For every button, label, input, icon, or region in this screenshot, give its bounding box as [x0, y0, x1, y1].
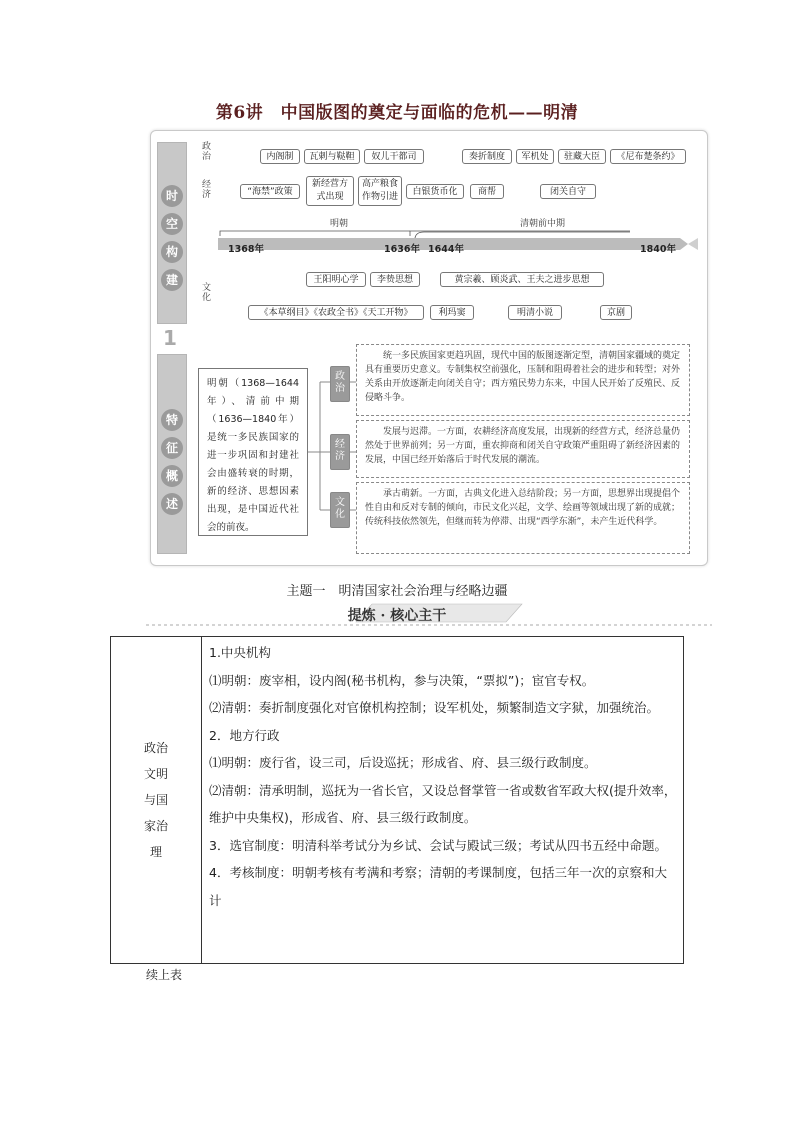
culture-box: 京剧 — [600, 305, 632, 320]
economy-box: 高产粮食作物引进 — [358, 176, 402, 206]
band-title: 提炼 · 核心主干 — [347, 608, 447, 624]
row-label-economy: 经济 — [202, 180, 212, 200]
economy-box: “海禁”政策 — [240, 184, 300, 199]
strip-char: 概 — [161, 465, 183, 487]
culture-box: 利玛窦 — [430, 305, 474, 320]
politics-box: 奴儿干都司 — [364, 149, 424, 164]
table-line: 3．选官制度：明清科举考试分为乡试、会试与殿试三级；考试从四书五经中命题。 — [209, 837, 667, 853]
table-row-header — [111, 637, 202, 963]
strip-timespace — [157, 142, 187, 324]
table-header-line: 政治 — [143, 741, 168, 755]
feature-text-economy: 发展与迟滞。一方面，农耕经济高度发展，出现新的经营方式，经济总量仍然处于世界前列；另一方面，重农抑商和闭关自守政策严重阻碍了新经济因素的发展，中国已经开始落后于时代发展的潮流。 — [356, 420, 690, 478]
strip-char: 征 — [161, 437, 183, 459]
politics-box: 《尼布楚条约》 — [610, 149, 686, 164]
timeline-year: 1636年 — [384, 244, 420, 255]
row-label-politics: 政治 — [202, 142, 212, 162]
timeline-ming-label: 明朝 — [330, 219, 349, 229]
table-line: ⑴明朝：废行省，设三司，后设巡抚；形成省、府、县三级行政制度。 — [209, 755, 597, 770]
table-header-line: 家治 — [143, 819, 168, 833]
culture-box: 王阳明心学 — [306, 272, 366, 287]
content-table — [110, 636, 684, 964]
economy-box: 白银货币化 — [406, 184, 464, 199]
table-line: ⑵清朝：奏折制度强化对官僚机构控制；设军机处，频繁制造文字狱，加强统治。 — [209, 700, 660, 715]
politics-box: 瓦剌与鞑靼 — [304, 149, 360, 164]
table-header-line: 理 — [149, 845, 162, 859]
strip-char: 建 — [161, 269, 183, 291]
strip-char: 时 — [161, 185, 183, 207]
table-content — [203, 637, 683, 914]
row-label-culture: 文化 — [202, 283, 212, 303]
economy-box: 商帮 — [470, 184, 504, 199]
culture-box: 明清小说 — [508, 305, 562, 320]
strip-char: 构 — [161, 241, 183, 263]
feature-text-culture: 承古萌新。一方面，古典文化进入总结阶段；另一方面，思想界出现提倡个性自由和反对专制的倾向，市民文化兴起，文学、绘画等领域出现了新的成就；传统科技依然领先，但继而转为停滞、出现“西学东渐”，未产生近代科学。 — [356, 482, 690, 554]
politics-box: 驻藏大臣 — [558, 149, 606, 164]
strip-divider: 1 — [163, 326, 177, 350]
table-line: ⑴明朝：废宰相，设内阁(秘书机构，参与决策，“票拟”)；宦官专权。 — [209, 672, 595, 688]
timeline-qing-label: 清朝前中期 — [520, 219, 566, 229]
strip-features — [157, 354, 187, 554]
economy-box: 新经营方式出现 — [306, 176, 354, 206]
feature-tag-culture: 文化 — [330, 492, 350, 528]
economy-box: 闭关自守 — [540, 184, 596, 199]
politics-box: 奏折制度 — [462, 149, 512, 164]
table-header-line: 文明 — [143, 767, 168, 781]
feature-text-politics: 统一多民族国家更趋巩固，现代中国的版图逐渐定型，清朝国家疆域的奠定具有重要历史意义。专制集权空前强化，压制和阻碍着社会的进步和转型；对外关系由开放逐渐走向闭关自守；西方殖民势力东来，中国人民开始了反殖民、反侵略斗争。 — [356, 344, 690, 416]
page-title: 第6讲 中国版图的奠定与面临的危机——明清 — [215, 103, 579, 123]
politics-box: 内阁制 — [260, 149, 300, 164]
continued-note: 续上表 — [146, 968, 183, 982]
table-line: ⑵清朝：清承明制，巡抚为一省长官，又设总督掌管一省或数省军政大权(提升效率，维护中央集权)，形成省、府、县三级行政制度。 — [209, 782, 677, 825]
feature-tag-politics: 政治 — [330, 366, 350, 402]
culture-box: 黄宗羲、顾炎武、王夫之进步思想 — [440, 272, 604, 287]
feature-tag-economy: 经济 — [330, 434, 350, 470]
timeline-year: 1644年 — [428, 244, 464, 255]
culture-box: 《本草纲目》《农政全书》《天工开物》 — [248, 305, 424, 320]
section-title: 主题一 明清国家社会治理与经略边疆 — [286, 584, 508, 599]
feature-summary: 明朝（1368—1644年）、清前中期（1636—1840年）是统一多民族国家的进一步巩固和封建社会由盛转衰的时期，新的经济、思想因素出现，是中国近代社会的前夜。 — [198, 368, 308, 536]
politics-box: 军机处 — [516, 149, 554, 164]
table-line: 1.中央机构 — [209, 645, 271, 660]
table-line: 4．考核制度：明朝考核有考满和考察；清朝的考课制度，包括三年一次的京察和大计 — [209, 865, 667, 908]
timeline-year: 1840年 — [640, 244, 676, 255]
table-header-line: 与国 — [143, 793, 168, 807]
strip-char: 特 — [161, 409, 183, 431]
table-line: 2．地方行政 — [209, 727, 280, 743]
strip-char: 空 — [161, 213, 183, 235]
timeline-year: 1368年 — [228, 244, 264, 255]
strip-char: 述 — [161, 493, 183, 515]
culture-box: 李贽思想 — [370, 272, 420, 287]
